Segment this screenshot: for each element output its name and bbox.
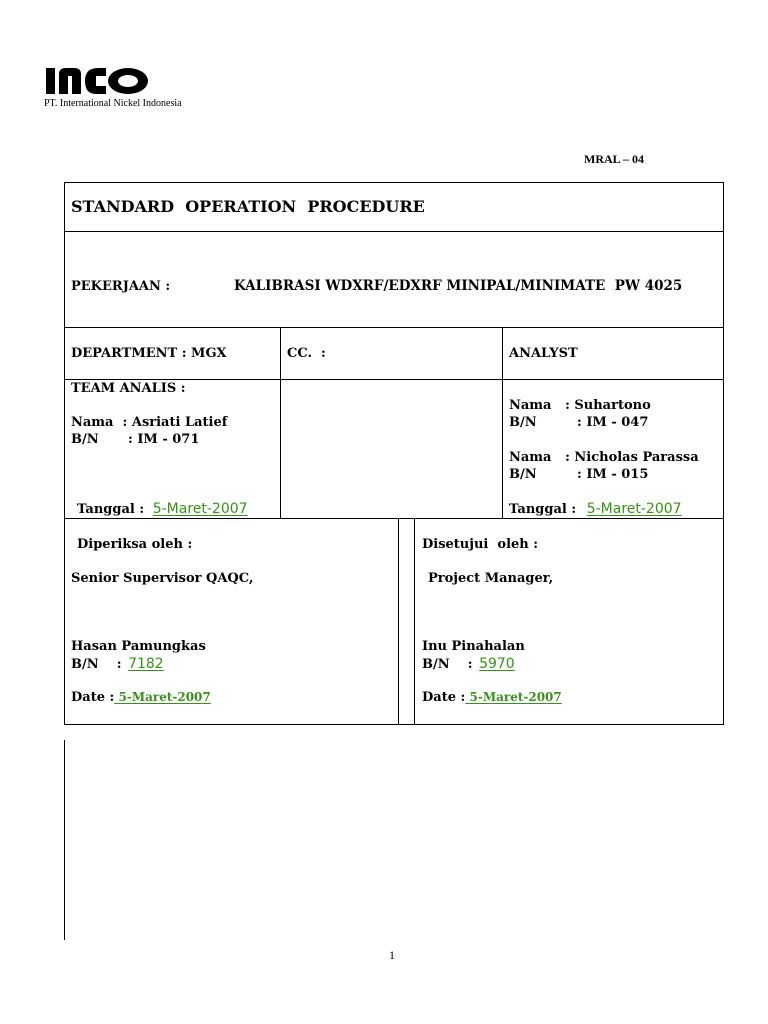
checked-bn-value: 7182 — [128, 656, 164, 672]
approved-by-name: Inu Pinahalan — [422, 639, 525, 654]
approved-bn — [422, 656, 515, 672]
tanggal-left-label: Tanggal : — [77, 502, 145, 517]
approved-by-role: Project Manager, — [428, 571, 554, 586]
approved-date — [422, 690, 562, 705]
job-label: PEKERJAAN : — [71, 279, 171, 294]
checked-date-label: Date : — [71, 690, 115, 705]
row-divider-2 — [64, 327, 724, 328]
department: DEPARTMENT : MGX — [71, 346, 227, 361]
inco-logo — [44, 66, 154, 96]
row-divider-1 — [64, 231, 724, 232]
form-title: STANDARD OPERATION PROCEDURE — [71, 197, 425, 216]
team-bn-label: B/N — [71, 432, 99, 447]
tanggal-right — [509, 501, 682, 517]
row-divider-3 — [64, 379, 724, 380]
tanggal-left — [77, 501, 248, 517]
table-border-bottom — [64, 724, 724, 725]
company-name: PT. International Nickel Indonesia — [44, 98, 182, 109]
analyst2-bn-value: : IM - 015 — [577, 467, 649, 482]
checked-by-role: Senior Supervisor QAQC, — [71, 571, 254, 586]
document-code: MRAL – 04 — [584, 152, 644, 166]
analyst1-bn — [509, 415, 648, 430]
approved-date-value: 5-Maret-2007 — [465, 690, 562, 704]
tanggal-left-value: 5-Maret-2007 — [152, 501, 248, 517]
team-heading: TEAM ANALIS : — [71, 381, 186, 396]
tanggal-right-label: Tanggal : — [509, 502, 577, 517]
table-border-right — [723, 182, 724, 725]
page-number: 1 — [389, 948, 395, 962]
approved-date-label: Date : — [422, 690, 466, 705]
tanggal-right-value: 5-Maret-2007 — [586, 501, 682, 517]
team-bn — [71, 432, 199, 447]
analyst1-name: Nama : Suhartono — [509, 398, 651, 413]
analyst1-bn-label: B/N — [509, 415, 537, 430]
analyst1-bn-value: : IM - 047 — [577, 415, 649, 430]
checked-bn-label: B/N : — [71, 657, 122, 672]
checked-date — [71, 690, 211, 705]
approved-by-label: Disetujui oleh : — [422, 537, 539, 552]
analyst-heading: ANALYST — [509, 346, 578, 361]
team-bn-value: : IM - 071 — [128, 432, 200, 447]
approved-bn-value: 5970 — [479, 656, 515, 672]
col-divider-3a — [398, 518, 399, 724]
checked-by-label: Diperiksa oleh : — [77, 537, 193, 552]
checked-date-value: 5-Maret-2007 — [114, 690, 211, 704]
job-value: KALIBRASI WDXRF/EDXRF MINIPAL/MINIMATE PW 4025 — [234, 278, 683, 294]
col-divider-1 — [280, 327, 281, 518]
cc-field: CC. : — [287, 346, 326, 361]
table-border-top — [64, 182, 724, 183]
table-border-left — [64, 182, 65, 725]
analyst2-bn-label: B/N — [509, 467, 537, 482]
approved-bn-label: B/N : — [422, 657, 473, 672]
analyst2-name: Nama : Nicholas Parassa — [509, 450, 699, 465]
team-name: Nama : Asriati Latief — [71, 415, 228, 430]
page-margin-line — [64, 740, 65, 940]
col-divider-3b — [414, 518, 415, 724]
row-divider-4 — [64, 518, 724, 519]
analyst2-bn — [509, 467, 648, 482]
checked-bn — [71, 656, 164, 672]
col-divider-2 — [502, 327, 503, 518]
checked-by-name: Hasan Pamungkas — [71, 639, 206, 654]
